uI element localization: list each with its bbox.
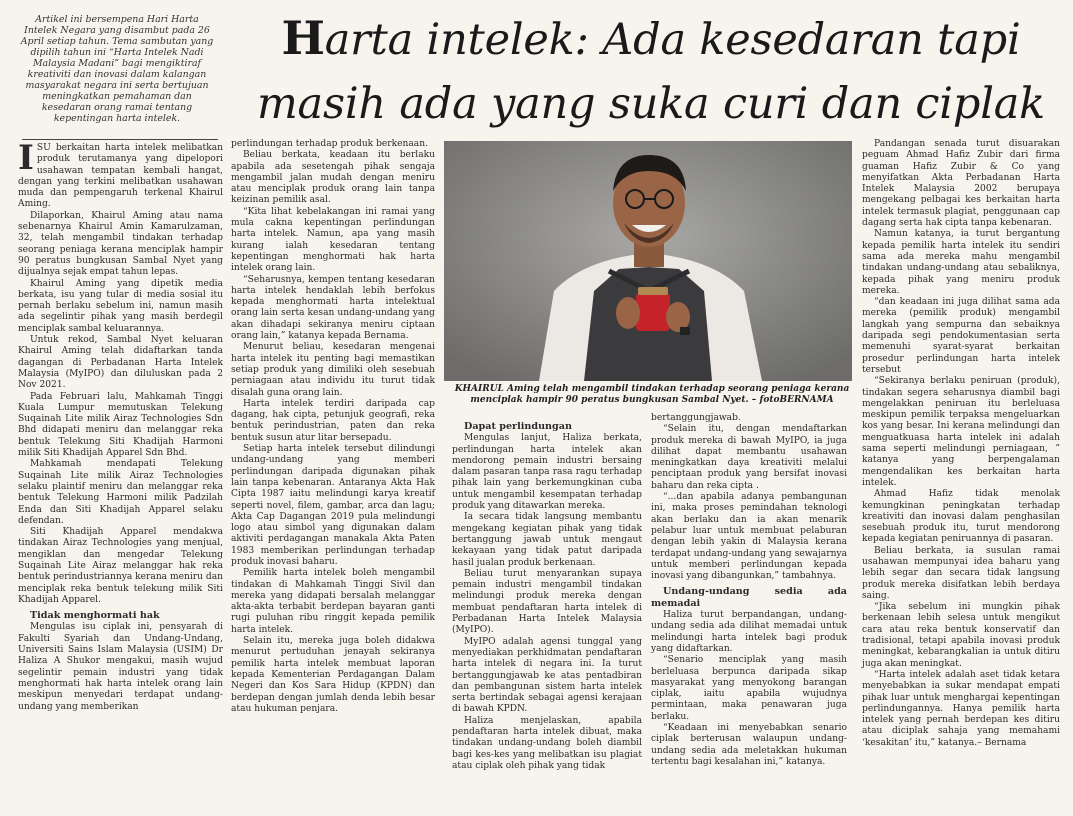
paragraph: “Senario menciplak yang masih berleluasa berpunca daripada sikap masyarakat yang menyokong barangan ciplak, iaitu apabila wujudnya permintaan, maka penawaran juga berlaku.	[651, 655, 847, 722]
paragraph: Menurut beliau, kesedaran mengenai harta intelek itu penting bagi memastikan setiap produk yang dimiliki oleh sesebuah perniagaan atau individu itu turut tidak disalah guna orang lain.	[231, 342, 435, 398]
paragraph-text: SU berkaitan harta intelek melibatkan produk terutamanya yang dipelopori usahawan tempatan kembali hangat, dengan yang terkini melibatkan usahawan muda dan pempengaruh terkenal Khairul Aming.	[18, 143, 223, 210]
paragraph: “Selain itu, dengan mendaftarkan produk mereka di bawah MyIPO, ia juga dilihat dapat membantu usahawan meningkatkan daya kreativiti melalui penciptaan produk yang bersifat inovasi baharu dan reka cipta .	[651, 424, 847, 491]
paragraph: Khairul Aming yang dipetik media berkata, isu yang tular di media sosial itu pernah berlaku sebelum ini, namun masih ada segelintir pihak yang masih berdegil menciplak sambal keluarannya.	[18, 278, 223, 334]
paragraph: perlindungan terhadap produk berkenaan.	[231, 139, 428, 149]
paragraph: Untuk rekod, Sambal Nyet keluaran Khairul Aming telah didaftarkan tanda dagangan di Perbadanan Harta Intelek Malaysia (MyIPO) dan diluluskan pada 2 Nov 2021.	[18, 335, 223, 391]
paragraph: Ia secara tidak langsung membantu mengekang kegiatan pihak yang tidak bertanggung jawab untuk mengaut kekayaan yang tidak patut daripada hasil jualan produk berkenaan.	[452, 512, 642, 568]
paragraph: Mengulas lanjut, Haliza berkata, perlindungan harta intelek akan mendorong pemain industri bersaing dalam pasaran tanpa rasa ragu terhadap pihak lain yang berkemungkinan cuba untuk mengambil kesempatan terhadap produk yang ditawarkan mereka.	[452, 433, 642, 512]
drop-cap: I	[18, 138, 34, 178]
headline-line-1-rest: arta intelek: Ada kesedaran tapi	[324, 15, 1021, 65]
paragraph: “Sekiranya berlaku peniruan (produk), tindakan segera seharusnya diambil bagi mengelakkan peniruan itu berleluasa meskipun pemilik terpaksa mengeluarkan kos yang besar. Ini kerana melindungi dan menguatkuasa harta intelek ini adalah sama seperti melindungi perniagaan, ” katanya yang berpengalaman mengendalikan kes berkaitan harta intelek.	[862, 376, 1060, 488]
paragraph: Beliau berkata, ia susulan ramai usahawan mempunyai idea baharu yang lebih segar dan secara tidak langsung produk mereka disifatkan lebih berdaya saing.	[862, 545, 1060, 601]
paragraph: Pandangan senada turut disuarakan peguam Ahmad Hafiz Zubir dari firma guaman Hafiz Zubir & Co yang menyifatkan Akta Perbadanan Harta Intelek Malaysia 2002 berupaya mengekang pelbagai kes berkaitan harta intelek termasuk plagiat, penggunaan cap dagang serta hak cipta tanpa kebenaran.	[862, 139, 1060, 229]
paragraph: Mahkamah mendapati Telekung Suqainah Lite milik Airaz Technologies selaku plaintif meniru dan melanggar reka bentuk Telekung Harmoni milik Padzilah Enda dan Siti Khadijah Apparel selaku defendan.	[18, 459, 223, 526]
paragraph: Setiap harta intelek tersebut dilindungi undang-undang yang memberi perlindungan daripada digunakan pihak lain tanpa kebenaran. Antaranya Akta Hak Cipta 1987 iaitu melindungi karya kreatif seperti novel, filem, gambar, arca dan lagu; Akta Cap Dagangan 2019 pula melindungi logo atau simbol yang digunakan dalam aktiviti perdagangan manakala Akta Paten 1983 memberikan perlindungan terhadap produk inovasi baharu.	[231, 444, 435, 567]
subheading: Dapat perlindungan	[464, 421, 572, 432]
paragraph: Ahmad Hafiz tidak menolak kemungkinan peningkatan terhadap kreativiti dan inovasi dalam penghasilan sesebuah produk itu, turut mendorong kepada kegiatan peniruannya di pasaran.	[862, 489, 1060, 545]
article-column-4	[651, 413, 847, 768]
paragraph: “Keadaan ini menyebabkan senario ciplak berterusan walaupun undang-undang sedia ada meletakkan hukuman tertentu bagi kesalahan ini,” katanya.	[651, 723, 847, 767]
article-photo	[444, 141, 852, 381]
paragraph: Mengulas isu ciplak ini, pensyarah di Fakulti Syariah dan Undang-Undang, Universiti Sains Islam Malaysia (USIM) Dr Haliza A Shukor mengakui, masih wujud segelintir pemain industri yang tidak menghormati hak harta intelek orang lain meskipun menyedari terdapat undang-undang yang memberikan	[18, 622, 223, 712]
article-column-5	[862, 139, 1060, 749]
paragraph: “dan keadaan ini juga dilihat sama ada mereka (pemilik produk) mengambil langkah yang sempurna dan sebaiknya daripada segi pendokumentasian serta memenuhi syarat-syarat berkaitan prosedur perlindungan harta intelek tersebut	[862, 297, 1060, 375]
subheading: Tidak menghormati hak	[30, 610, 160, 622]
paragraph: Namun katanya, ia turut bergantung kepada pemilik harta intelek itu sendiri sama ada mereka mahu mengambil tindakan undang-undang atau sebaliknya, kepada pihak yang meniru produk mereka.	[862, 229, 1060, 296]
headline-line-1	[236, 6, 1066, 72]
paragraph: Siti Khadijah Apparel mendakwa tindakan Airaz Technologies yang menjual, mengiklan dan mengedar Telekung Suqainah Lite Airaz melanggar hak reka bentuk perindustriannya kerana meniru dan menciplak reka bentuk telekung milik Siti Khadijah Apparel.	[18, 527, 223, 605]
paragraph: Beliau turut menyarankan supaya pemain industri mengambil tindakan melindungi produk mereka dengan membuat pendaftaran harta intelek di Perbadanan Harta Intelek Malaysia (MyIPO).	[452, 568, 642, 636]
paragraph: bertanggungjawab.	[651, 413, 741, 423]
photo-caption: KHAIRUL Aming telah mengambil tindakan terhadap seorang peniaga kerana menciplak hampir 90 peratus bungkusan Sambal Nyet. – fotoBERNAMA	[454, 384, 850, 405]
paragraph: “Jika sebelum ini mungkin pihak berkenaan lebih selesa untuk mengikut cara atau reka bentuk konservatif dan tradisional, tetapi apabila inovasi produk meningkat, kebarangkalian ia untuk ditiru juga akan meningkat.	[862, 602, 1060, 669]
paragraph: “...dan apabila adanya pembangunan ini, maka proses pemindahan teknologi akan berlaku dan ia akan menarik pelabur luar untuk membuat pelaburan dengan lebih yakin di Malaysia kerana terdapat undang-undang yang sewajarnya untuk memberi perlindungan kepada inovasi yang dibangunkan,” tambahnya.	[651, 492, 847, 582]
article-column-2	[231, 139, 435, 715]
article-column-3	[452, 421, 642, 772]
headline-first-letter: H	[281, 11, 325, 65]
paragraph: Selain itu, mereka juga boleh didakwa menurut pertuduhan jenayah sekiranya pemilik harta intelek membuat laporan kepada Kementerian Perdagangan Dalam Negeri dan Kos Sara Hidup (KPDN) dan berdepan dengan jumlah denda lebih besar atau hukuman penjara.	[231, 636, 435, 714]
headline	[236, 6, 1066, 136]
portrait-illustration	[444, 141, 852, 381]
intro-blurb: Artikel ini bersempena Hari Harta Intelek Negara yang disambut pada 26 April setiap tahun. Tema sambutan yang dipilih tahun ini “Harta Intelek Nadi Malaysia Madani” bagi mengiktiraf kreativiti dan inovasi dalam kalangan masyarakat negara ini serta bertujuan meningkatkan pemahaman dan kesedaran orang ramai tentang kepentingan harta intelek.	[20, 14, 214, 124]
paragraph: Pemilik harta intelek boleh mengambil tindakan di Mahkamah Tinggi Sivil dan mereka yang didapati bersalah melanggar akta-akta terbabit berdepan bayaran ganti rugi puluhan ribu ringgit kepada pemilik harta intelek.	[231, 568, 435, 635]
paragraph: Haliza menjelaskan, apabila pendaftaran harta intelek dibuat, maka tindakan undang-undang boleh diambil bagi kes-kes yang melibatkan isu plagiat atau ciplak oleh pihak yang tidak	[452, 715, 642, 771]
lead-paragraph	[18, 138, 223, 211]
paragraph: Haliza turut berpandangan, undang-undang sedia ada dilihat memadai untuk melindungi harta intelek bagi produk yang didaftarkan.	[651, 610, 847, 654]
paragraph: Beliau berkata, keadaan itu berlaku apabila ada sesetengah pihak sengaja mengambil jalan mudah dengan meniru atau menciplak produk orang lain tanpa keizinan pemilik asal.	[231, 150, 435, 206]
headline-line-2: masih ada yang suka curi dan ciplak	[256, 79, 1046, 129]
intro-divider	[22, 139, 218, 140]
subheading: Undang-undang sedia ada memadai	[651, 586, 847, 609]
paragraph: “Harta intelek adalah aset tidak ketara menyebabkan ia sukar mendapat empati pihak luar untuk menghargai kepentingan perlindungannya. Hanya pemilik harta intelek yang pernah berdepan kes ditiru atau diciplak sahaja yang memahami ‘kesakitan’ itu,” katanya.– Bernama	[862, 669, 1060, 748]
paragraph: Pada Februari lalu, Mahkamah Tinggi Kuala Lumpur memutuskan Telekung Suqainah Lite milik Airaz Technologies Sdn Bhd didapati meniru dan melanggar reka bentuk Telekung Siti Khadijah Harmoni milik Siti Khadijah Apparel Sdn Bhd.	[18, 391, 223, 459]
paragraph: Dilaporkan, Khairul Aming atau nama sebenarnya Khairul Amin Kamarulzaman, 32, telah mengambil tindakan terhadap seorang peniaga kerana menciplak hampir 90 peratus bungkusan Sambal Nyet yang dijualnya sejak empat tahun lepas.	[18, 210, 223, 278]
article-column-1	[18, 138, 223, 713]
paragraph: Harta intelek terdiri daripada cap dagang, hak cipta, petunjuk geografi, reka bentuk perindustrian, paten dan reka bentuk susun atur litar bersepadu.	[231, 398, 435, 443]
paragraph: “Seharusnya, kempen tentang kesedaran harta intelek hendaklah lebih berfokus kepada menghormati harta intelektual orang lain serta kesan undang-undang yang akan dihadapi sekiranya meniru ciptaan orang lain,” katanya kepada Bernama.	[231, 274, 435, 342]
paragraph: “Kita lihat kebelakangan ini ramai yang mula cakna kepentingan perlindungan harta intelek. Namun, apa yang masih kurang ialah kesedaran tentang kepentingan menghormati hak harta intelek orang lain.	[231, 206, 435, 274]
paragraph: MyIPO adalah agensi tunggal yang menyediakan perkhidmatan pendaftaran harta intelek di negara ini. Ia turut bertanggungjawab ke atas pentadbiran dan pembangunan sistem harta intelek serta bertindak sebagai agensi kerajaan di bawah KPDN.	[452, 636, 642, 715]
